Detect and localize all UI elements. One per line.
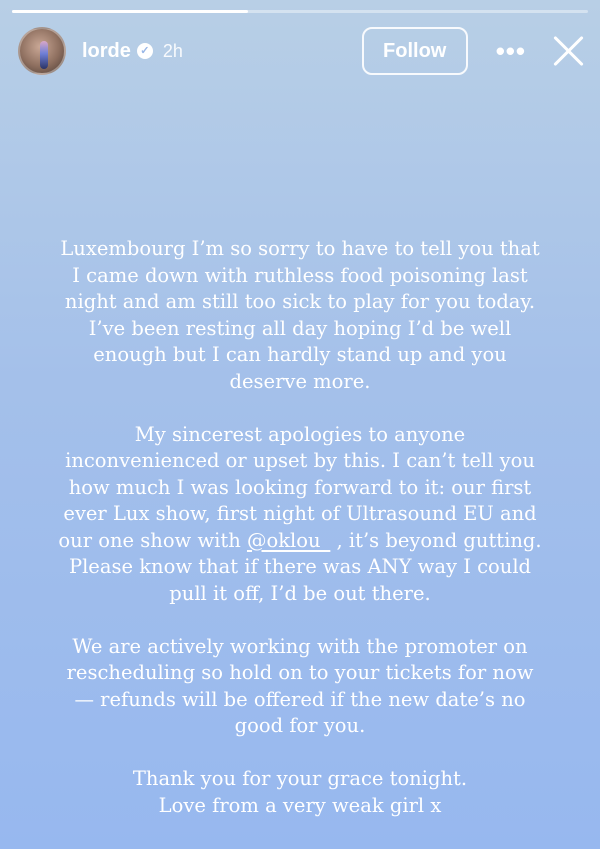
story-text <box>40 236 560 819</box>
message-paragraph-1: Luxembourg I’m so sorry to have to tell you that I came down with ruthless food poisoning last night and am still too sick to play for you today. I’ve been resting all day hoping I’d be well enough but I can hardly stand up and you deserve more. <box>60 237 540 393</box>
story-progress-fill <box>12 10 248 13</box>
close-icon[interactable] <box>550 33 586 69</box>
more-horizontal-icon[interactable]: ••• <box>495 36 526 66</box>
message-paragraph-2-start: My sincerest apologies to anyone inconvenienced or upset by this. I can’t tell you how much I was looking forward to it: our first ever Lux show, first night of Ultrasound EU and our one show with <box>58 422 537 552</box>
mention-link[interactable]: @oklou_ <box>246 528 331 552</box>
follow-button[interactable]: Follow <box>362 27 468 75</box>
post-time: 2h <box>162 40 183 61</box>
story-progress-bar <box>12 10 588 13</box>
message-paragraph-4: Thank you for your grace tonight. Love from a very weak girl x <box>132 767 468 817</box>
story-header <box>18 24 586 78</box>
message-paragraph-3: We are actively working with the promoter on rescheduling so hold on to your tickets for now — refunds will be offered if the new date’s no good for you. <box>66 634 534 737</box>
message-paragraph-2 <box>40 422 560 608</box>
avatar[interactable] <box>18 27 66 75</box>
verified-badge-icon: ✓ <box>137 43 153 59</box>
username[interactable]: lorde <box>82 39 131 62</box>
message-paragraph-2-end: , it’s beyond gutting. Please know that if there was ANY way I could pull it off, I’d be out there. <box>68 528 542 605</box>
